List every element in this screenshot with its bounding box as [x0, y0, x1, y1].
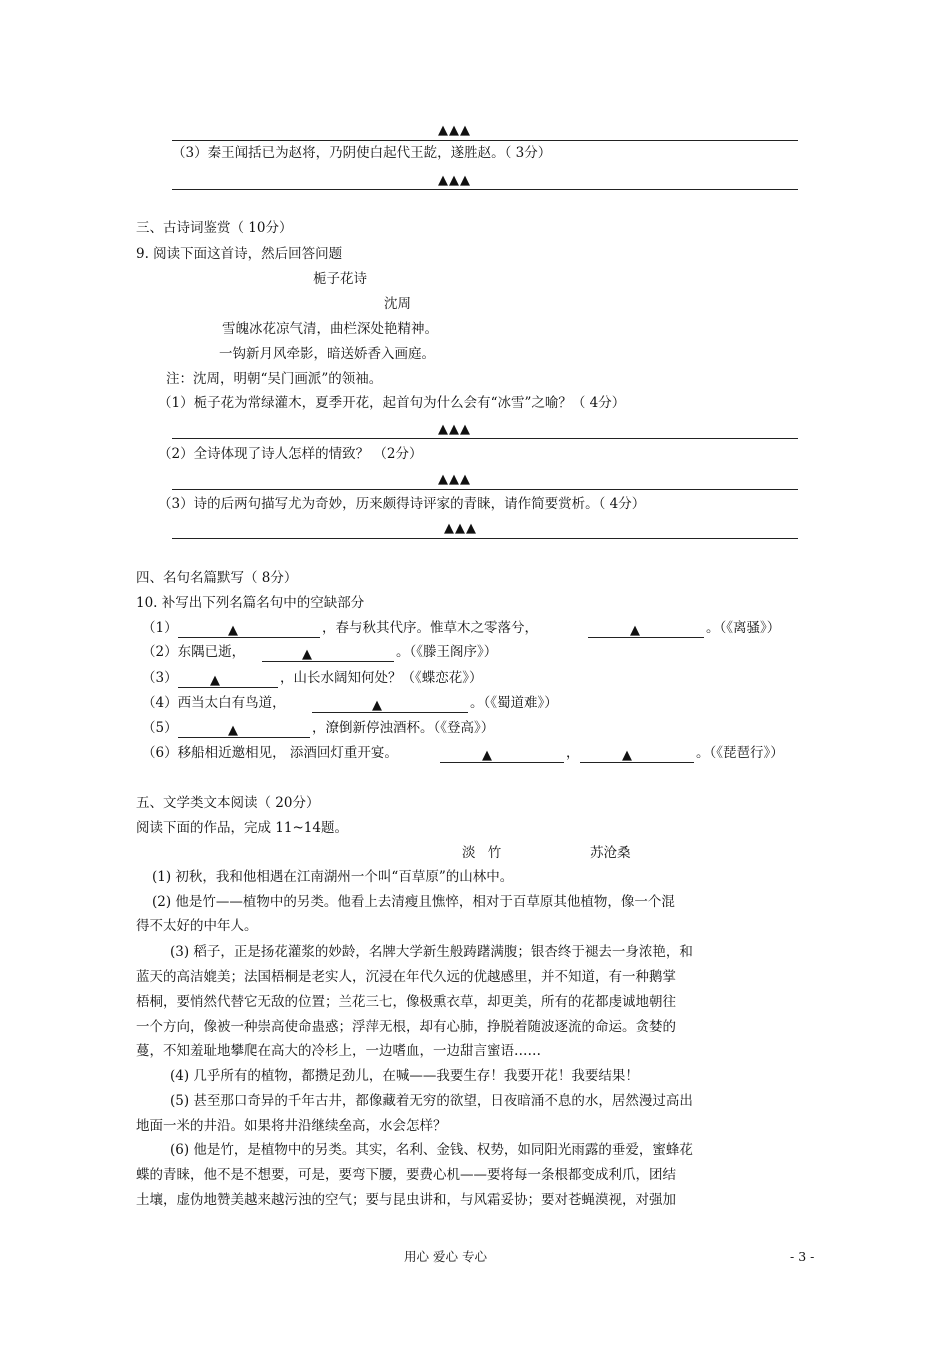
answer-line — [172, 538, 798, 539]
answer-marker: ▲▲▲ — [438, 422, 471, 437]
fill-blank-3 — [178, 673, 278, 688]
blank-marker: ▲ — [210, 673, 221, 688]
poem-line-2: 一钩新月风牵影，暗送娇香入画庭。 — [219, 346, 435, 362]
article-author: 苏沧桑 — [590, 845, 631, 861]
fill-4-source: 。（《蜀道难》） — [470, 695, 558, 711]
answer-line — [172, 438, 798, 439]
fill-6-comma: ， — [566, 745, 580, 761]
paragraph-2-line-1: (2) 他是竹——植物中的另类。他看上去清瘦且憔悴，相对于百草原其他植物，像一个混 — [152, 894, 675, 910]
answer-marker: ▲▲▲ — [444, 521, 477, 536]
paragraph-3-line-5: 蔓，不知羞耻地攀爬在高大的冷杉上，一边嗜血，一边甜言蜜语…… — [136, 1043, 541, 1059]
question-10: 10. 补写出下列名篇名句中的空缺部分 — [136, 595, 365, 611]
fill-5-text: ，潦倒新停浊酒杯。（《登高》） — [312, 720, 495, 736]
paragraph-5-line-1: (5) 甚至那口奇异的千年古井，都像藏着无穷的欲望，日夜暗涌不息的水，居然漫过高出 — [170, 1093, 693, 1109]
paragraph-4: (4) 几乎所有的植物，都攒足劲儿，在喊——我要生存！我要开花！我要结果！ — [170, 1068, 639, 1084]
fill-2-source: 。（《滕王阁序》） — [396, 644, 498, 660]
answer-marker: ▲▲▲ — [438, 472, 471, 487]
article-title: 淡 竹 — [462, 845, 506, 861]
answer-marker: ▲▲▲ — [438, 173, 471, 188]
question-9: 9. 阅读下面这首诗，然后回答问题 — [136, 246, 343, 262]
section-3-title: 三、古诗词鉴赏（ 10分） — [136, 220, 293, 236]
section-4-title: 四、名句名篇默写（ 8分） — [136, 570, 298, 586]
blank-marker: ▲ — [228, 623, 239, 638]
paragraph-5-line-2: 地面一米的井沿。如果将井沿继续垒高，水会怎样？ — [136, 1118, 447, 1134]
paragraph-6-line-1: (6) 他是竹，是植物中的另类。其实，名利、金钱、权势，如同阳光雨露的垂爱，蜜蜂花 — [170, 1142, 693, 1158]
fill-2-text: （2）东隅已逝， — [142, 644, 246, 660]
answer-marker: ▲▲▲ — [438, 123, 471, 138]
question-9-3: （3）诗的后两句描写尤为奇妙，历来颇得诗评家的青睐，请作简要赏析。（ 4分） — [158, 496, 646, 512]
page-number: - 3 - — [790, 1249, 815, 1264]
paragraph-3-line-1: (3) 稻子，正是扬花灌浆的妙龄，名牌大学新生般踌躇满腹；银杏终于褪去一身浓艳，和 — [170, 944, 693, 960]
question-8-3: （3）秦王闻括已为赵将，乃阴使白起代王龁，遂胜赵。（ 3分） — [172, 145, 552, 161]
fill-blank-6b — [580, 748, 694, 763]
question-9-1: （1）栀子花为常绿灌木，夏季开花，起首句为什么会有“冰雪”之喻？（ 4分） — [158, 395, 626, 411]
paragraph-6-line-3: 土壤，虚伪地赞美越来越污浊的空气；要与昆虫讲和，与风霜妥协；要对苍蝇漠视，对强加 — [136, 1192, 676, 1208]
fill-blank-6a — [440, 748, 564, 763]
fill-5-label: （5） — [142, 720, 178, 736]
paragraph-3-line-2: 蓝天的高洁媲美；法国梧桐是老实人，沉浸在年代久远的优越感里，并不知道，有一种鹅掌 — [136, 969, 676, 985]
answer-line — [172, 140, 798, 141]
section-5-title: 五、文学类文本阅读（ 20分） — [136, 795, 320, 811]
fill-1-label: （1） — [142, 620, 178, 636]
paragraph-6-line-2: 蝶的青睐，他不是不想要，可是，要弯下腰，要费心机——要将每一条根都变成利爪，团结 — [136, 1167, 676, 1183]
paragraph-3-line-3: 梧桐，要悄然代替它无敌的位置；兰花三七，像极熏衣草，却更美，所有的花都虔诚地朝往 — [136, 994, 676, 1010]
fill-1-source: 。（《离骚》） — [706, 620, 781, 636]
blank-marker: ▲ — [482, 748, 493, 763]
fill-4-text: （4）西当太白有鸟道， — [142, 695, 286, 711]
poem-line-1: 雪魄冰花凉气清，曲栏深处艳精神。 — [222, 321, 438, 337]
fill-3-label: （3） — [142, 670, 178, 686]
fill-6-source: 。（《琵琶行》） — [696, 745, 784, 761]
fill-1-text: ，春与秋其代序。惟草木之零落兮， — [322, 620, 538, 636]
paragraph-2-line-2: 得不太好的中年人。 — [136, 918, 258, 934]
answer-line — [172, 189, 798, 190]
blank-marker: ▲ — [622, 748, 633, 763]
poem-author: 沈周 — [384, 296, 411, 312]
poem-note: 注：沈周，明朝“吴门画派”的领袖。 — [166, 371, 383, 387]
question-9-2: （2）全诗体现了诗人怎样的情致？ （2分） — [158, 446, 423, 462]
fill-3-text: ，山长水阔知何处？（《蝶恋花》） — [280, 670, 483, 686]
paragraph-3-line-4: 一个方向，像被一种崇高使命蛊惑；浮萍无根，却有心肺，挣脱着随波逐流的命运。贪婪的 — [136, 1019, 676, 1035]
section-5-intro: 阅读下面的作品，完成 11~14题。 — [136, 820, 348, 836]
footer-motto: 用心 爱心 专心 — [404, 1249, 487, 1264]
fill-blank-5 — [178, 723, 310, 738]
blank-marker: ▲ — [228, 723, 239, 738]
blank-marker: ▲ — [302, 647, 313, 662]
answer-line — [172, 489, 798, 490]
fill-blank-4 — [312, 698, 468, 713]
blank-marker: ▲ — [372, 698, 383, 713]
paragraph-1: (1) 初秋，我和他相遇在江南湖州一个叫“百草原”的山林中。 — [152, 869, 514, 885]
fill-blank-1a — [178, 623, 320, 638]
fill-blank-1b — [588, 623, 704, 638]
fill-blank-2 — [262, 647, 394, 662]
poem-title: 栀子花诗 — [313, 271, 367, 287]
fill-6-text: （6）移船相近邀相见， 添酒回灯重开宴。 — [142, 745, 398, 761]
blank-marker: ▲ — [630, 623, 641, 638]
